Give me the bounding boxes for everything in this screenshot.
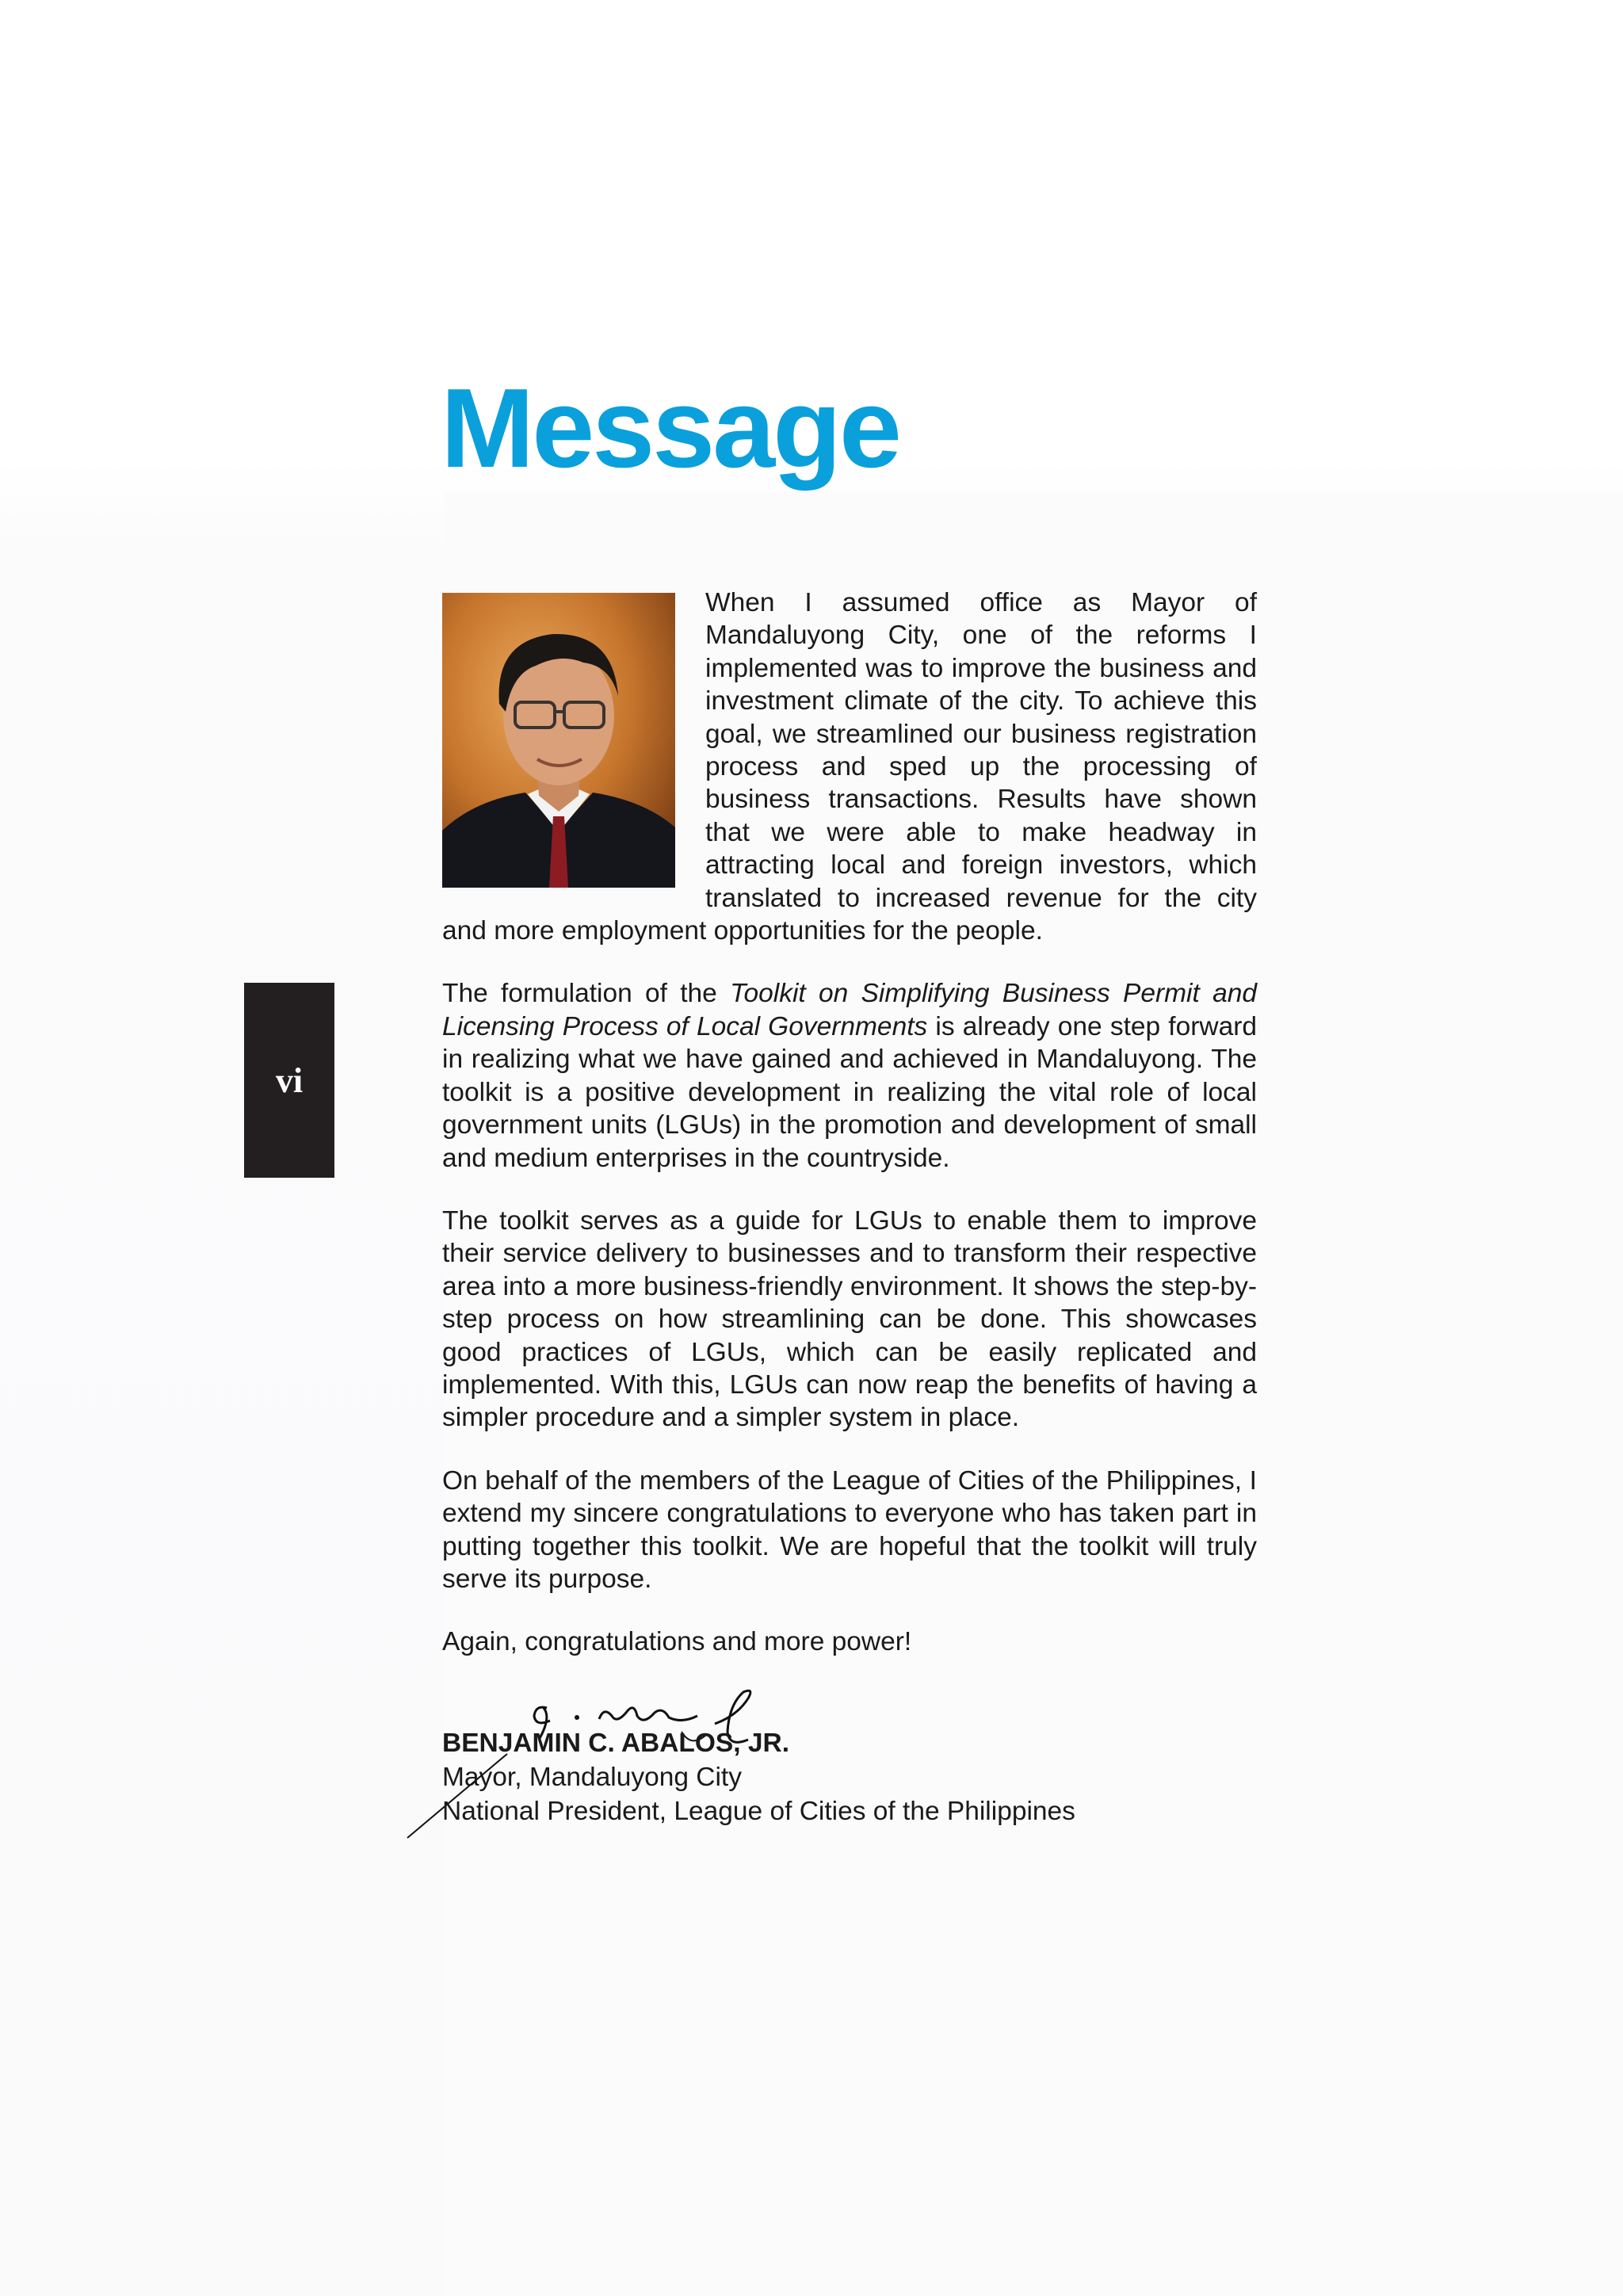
signatory-title-2: National President, League of Cities of the Philippines	[442, 1797, 1075, 1826]
page-title: Message	[441, 365, 899, 491]
page-number-tab	[244, 983, 334, 1178]
signatory-name: BENJAMIN C. ABALOS, JR.	[442, 1729, 790, 1758]
page-number: vi	[275, 1060, 304, 1100]
closing-line: Again, congratulations and more power!	[442, 1627, 912, 1657]
paragraph-4: On behalf of the members of the League of Cities of the Philippines, I extend my sincere congratulations to everyone who has taken part in putting together this toolkit. We are hopeful that the toolkit will truly serve its purpose.	[442, 1465, 1257, 1594]
paragraph-2-rest: is already one step forward in realizing what we have gained and achieved in Mandaluyong. The toolkit is a positive development in realizing the vital role of local government units (LGUs) in the promotion and development of small and medium enterprises in the countryside.	[442, 1011, 1257, 1173]
paragraph-3: The toolkit serves as a guide for LGUs to enable them to improve their service delivery to businesses and to transform their respective area into a more business-friendly environment. It shows the step-by-step process on how streamlining can be done. This showcases good practices of LGUs, which can be easily replicated and implemented. With this, LGUs can now reap the benefits of having a simpler procedure and a simpler system in place.	[442, 1205, 1257, 1433]
toolkit-title: Toolkit on Simplifying Business Permit and Licensing Process of Local Governments	[442, 979, 1257, 1041]
paragraph-2	[442, 977, 1257, 1174]
message-body	[442, 586, 1257, 1659]
signatory-title-1: Mayor, Mandaluyong City	[442, 1763, 742, 1792]
paragraph-2-intro: The formulation of the	[442, 979, 731, 1009]
paragraph-1: When I assumed office as Mayor of Mandaluyong City, one of the reforms I implemented was to improve the business and investment climate of the city. To achieve this goal, we streamlined our business registration process and sped up the processing of business transactions. Results have shown that we were able to make headway in attracting local and foreign investors, which translated to increased revenue for the city and more employment opportunities for the people.	[442, 588, 1257, 946]
portrait-illustration	[442, 593, 675, 888]
portrait-photo	[442, 593, 675, 888]
signature-block	[442, 1726, 1075, 1828]
